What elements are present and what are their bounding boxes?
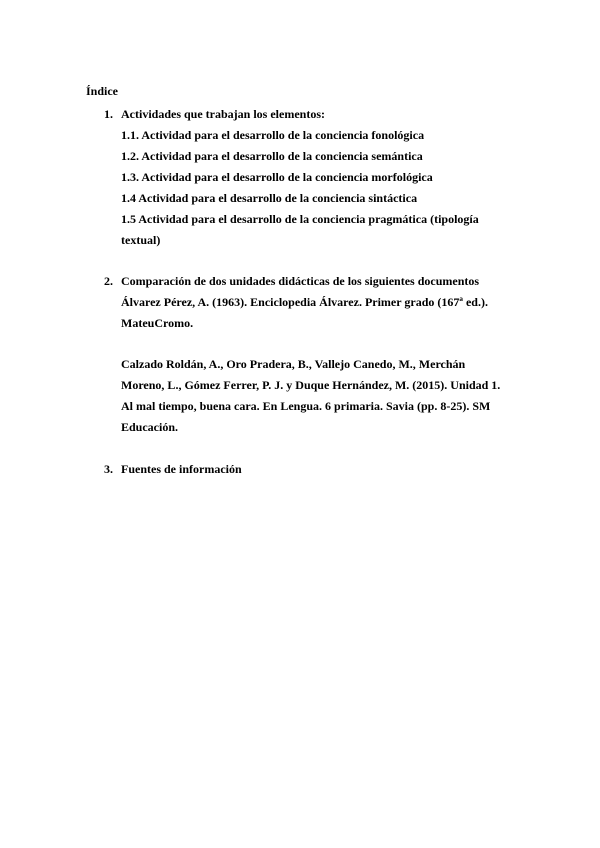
reference-2-line-3: Al mal tiempo, buena cara. En Lengua. 6 primaria. Savia (pp. 8-25). SM <box>121 399 491 413</box>
reference-2-line-2: Moreno, L., Gómez Ferrer, P. J. y Duque Hernández, M. (2015). Unidad 1. <box>121 378 501 392</box>
section-3-heading: Fuentes de información <box>121 462 242 476</box>
section-2-heading: Comparación de dos unidades didácticas de los siguientes documentos <box>121 274 480 288</box>
subitem-1-5-continued: textual) <box>121 233 161 247</box>
subitem-1-4: 1.4 Actividad para el desarrollo de la conciencia sintáctica <box>121 191 418 205</box>
subitem-1-1: 1.1. Actividad para el desarrollo de la conciencia fonológica <box>121 128 425 142</box>
section-1-heading: Actividades que trabajan los elementos: <box>121 107 325 121</box>
reference-1-line-1: Álvarez Pérez, A. (1963). Enciclopedia Álvarez. Primer grado (167ª ed.). <box>121 295 488 309</box>
section-2-number: 2. <box>104 274 113 288</box>
index-title: Índice <box>86 84 119 98</box>
subitem-1-3: 1.3. Actividad para el desarrollo de la conciencia morfológica <box>121 170 433 184</box>
reference-2-line-4: Educación. <box>121 420 179 434</box>
section-1-number: 1. <box>104 107 113 121</box>
reference-2-line-1: Calzado Roldán, A., Oro Pradera, B., Vallejo Canedo, M., Merchán <box>121 357 466 371</box>
subitem-1-5: 1.5 Actividad para el desarrollo de la conciencia pragmática (tipología <box>121 212 479 226</box>
subitem-1-2: 1.2. Actividad para el desarrollo de la conciencia semántica <box>121 149 423 163</box>
section-3-number: 3. <box>104 462 113 476</box>
reference-1-line-2: MateuCromo. <box>121 316 194 330</box>
